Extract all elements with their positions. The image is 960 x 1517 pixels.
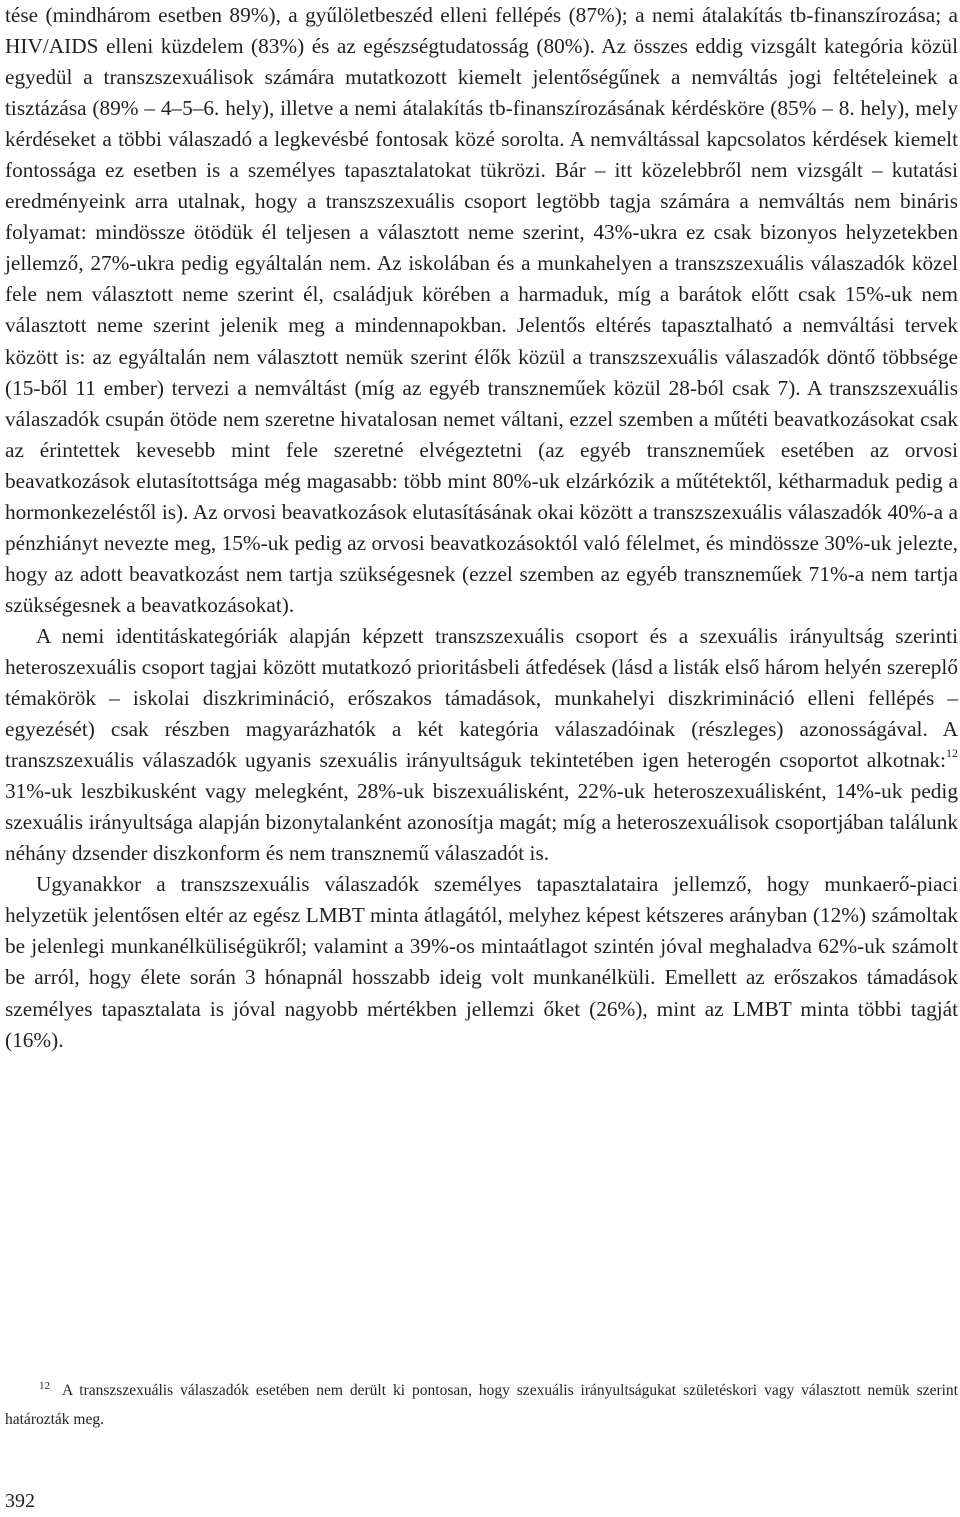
paragraph-2-text: A nemi identitáskategóriák alapján képzett transzszexuális csoport és a szexuális irányultság szerinti heteroszexuális csoport tagjai között mutatkozó prioritásbeli átfedések (lásd a listák első három helyén szereplő témakörök – iskolai diszkrimináció, erőszakos támadások, munkahelyi diszkrimináció elleni fellépés – egyezését) csak részben magyarázhatók a két kategória válaszadóinak (részleges) azonosságával. A transzszexuális válaszadók ugyanis szexuális irányultságuk tekintetében igen heterogén csoportot alkotnak: (5, 623, 958, 773)
footnote (5, 1376, 958, 1434)
footnote-reference[interactable]: 12 (946, 746, 958, 761)
body-text (5, 0, 958, 1056)
page-number: 392 (5, 1490, 35, 1512)
paragraph-2-continuation: 31%-uk leszbikusként vagy melegként, 28%-uk biszexuálisként, 22%-uk heteroszexuálisként, 14%-uk pedig szexuális irányultsága alapján bizonytalanként azonosítja magát; míg a heteroszexuálisok csoportjában találunk néhány dzsender diszkonform és nem transznemű válaszadót is. (5, 779, 958, 866)
paragraph-1: tése (mindhárom esetben 89%), a gyűlöletbeszéd elleni fellépés (87%); a nemi átalakítás tb-finanszírozása; a HIV/AIDS elleni küzdelem (83%) és az egészségtudatosság (80%). Az összes eddig vizsgált kategória közül egyedül a transzszexuálisok számára mutatkozott kiemelt jelentőségűnek a nemváltás jogi feltételeinek a tisztázása (89% – 4–5–6. hely), illetve a nemi átalakítás tb-finanszírozásának kérdésköre (85% – 8. hely), mely kérdéseket a többi válaszadó a legkevésbé fontosak közé sorolta. A nemváltással kapcsolatos kérdések kiemelt fontossága ez esetben is a személyes tapasztalatokat tükrözi. Bár – itt közelebbről nem vizsgált – kutatási eredményeink arra utalnak, hogy a transzszexuális csoport legtöbb tagja számára a nemváltás nem bináris folyamat: mindössze ötödük él teljesen a választott neme szerint, 43%-ukra ez csak bizonyos helyzetekben jellemző, 27%-ukra pedig egyáltalán nem. Az iskolában és a munkahelyen a transzszexuális válaszadók közel fele nem választott neme szerint él, családjuk körében a harmaduk, míg a barátok előtt csak 15%-uk nem választott neme szerint jelenik meg a mindennapokban. Jelentős eltérés tapasztalható a nemváltási tervek között is: az egyáltalán nem választott nemük szerint élők közül a transzszexuális válaszadók döntő többsége (15-ből 11 ember) tervezi a nemváltást (míg az egyéb transzneműek közül 28-ból csak 7). A transzszexuális válaszadók csupán ötöde nem szeretne hivatalosan nemet váltani, ezzel szemben a műtéti beavatkozásokat csak az érintettek kevesebb mint fele szeretné elvégeztetni (az egyéb transzneműek esetében az orvosi beavatkozások elutasítottsága még magasabb: több mint 80%-uk elzárkózik a műtétektől, kétharmaduk pedig a hormonkezeléstől is). Az orvosi beavatkozások elutasításának okai között a transzszexuális válaszadók 40%-a a pénzhiányt nevezte meg, 15%-uk pedig az orvosi beavatkozásoktól való félelmet, és mindössze 30%-uk jelezte, hogy az adott beavatkozást nem tartja szükségesnek (ezzel szemben az egyéb transzneműek 71%-a nem tartja szükségesnek a beavatkozásokat). (5, 3, 958, 617)
footnote-number: 12 (39, 1380, 50, 1392)
paragraph-3: Ugyanakkor a transzszexuális válaszadók személyes tapasztalataira jellemző, hogy munkaerő-piaci helyzetük jelentősen eltér az egész LMBT minta átlagától, melyhez képest kétszeres arányban (12%) számoltak be jelenlegi munkanélküliségükről; valamint a 39%-os mintaátlagot szintén jóval meghaladva 62%-uk számolt be arról, hogy élete során 3 hónapnál hosszabb ideig volt munkanélküli. Emellett az erőszakos támadások személyes tapasztalata is jóval nagyobb mértékben jellemzi őket (26%), mint az LMBT minta többi tagját (16%). (5, 872, 958, 1052)
footnote-text: A transzszexuális válaszadók esetében nem derült ki pontosan, hogy szexuális irányultságukat születéskori vagy választott nemük szerint határozták meg. (5, 1382, 958, 1428)
paragraph-2 (5, 621, 958, 869)
document-page (5, 0, 958, 1517)
